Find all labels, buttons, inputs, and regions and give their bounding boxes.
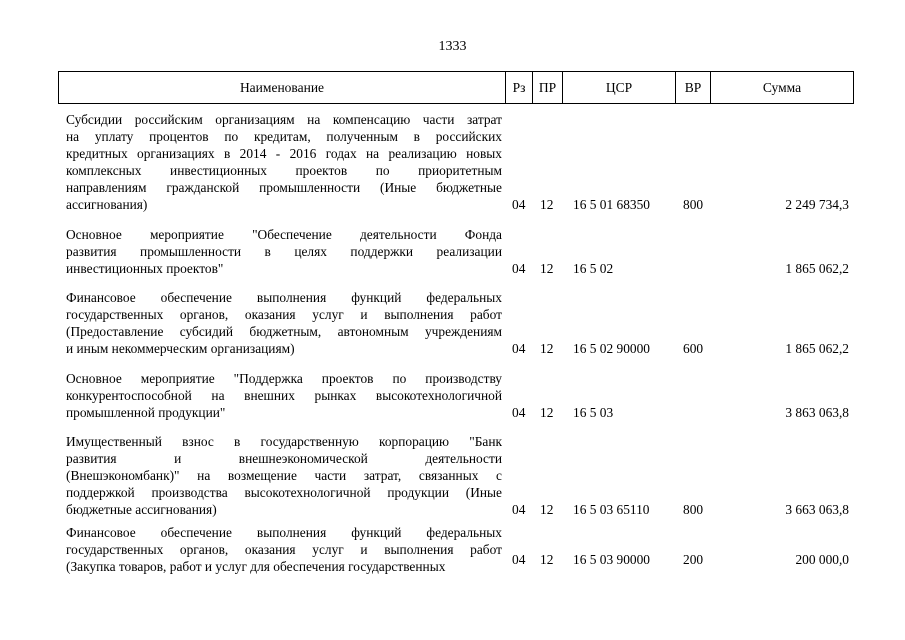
description-line: промышленной продукции" [66,405,226,420]
row-rz: 04 [512,197,526,212]
description-line: направлениям гражданской промышленности (Иные бюджетные [66,180,502,195]
header-csr: ЦСР [562,72,675,103]
row-description [66,524,502,575]
description-line: развития и внешнеэкономической деятельности [66,451,502,466]
row-rz: 04 [512,261,526,276]
row-csr: 16 5 02 90000 [573,341,650,356]
row-csr: 16 5 02 [573,261,614,276]
row-rz: 04 [512,502,526,517]
header-rz: Рз [505,72,532,103]
row-pr: 12 [540,405,554,420]
row-vr: 800 [683,197,704,212]
description-line: Имущественный взнос в государственную корпорацию "Банк [66,434,502,449]
row-description [66,433,502,518]
description-line: государственных органов, оказания услуг и выполнения работ [66,307,502,322]
row-description [66,289,502,357]
row-vr: 800 [683,502,704,517]
row-rz: 04 [512,405,526,420]
row-rz: 04 [512,552,526,567]
row-csr: 16 5 03 [573,405,614,420]
description-line: (Закупка товаров, работ и услуг для обеспечения государственных [66,559,446,574]
table-header [58,71,854,104]
row-sum: 3 663 063,8 [785,502,849,517]
description-line: комплексных инвестиционных проектов по приоритетным [66,163,502,178]
row-pr: 12 [540,341,554,356]
row-csr: 16 5 01 68350 [573,197,650,212]
row-pr: 12 [540,261,554,276]
row-pr: 12 [540,552,554,567]
header-name: Наименование [58,72,505,103]
description-line: Субсидии российским организациям на компенсацию части затрат [66,112,502,127]
description-line: (Предоставление субсидий бюджетным, автономным учреждениям [66,324,502,339]
row-sum: 1 865 062,2 [785,341,849,356]
description-line: Основное мероприятие "Поддержка проектов по производству [66,371,502,386]
row-description [66,370,502,421]
row-sum: 200 000,0 [795,552,849,567]
description-line: на уплату процентов по кредитам, полученным в российских [66,129,502,144]
row-csr: 16 5 03 65110 [573,502,650,517]
row-csr: 16 5 03 90000 [573,552,650,567]
page-number: 1333 [438,39,467,54]
row-description [66,226,502,277]
description-line: Финансовое обеспечение выполнения функций федеральных [66,525,502,540]
header-sum: Сумма [710,72,854,103]
header-pr: ПР [532,72,562,103]
description-line: поддержкой производства высокотехнологичной продукции (Иные [66,485,502,500]
description-line: инвестиционных проектов" [66,261,224,276]
header-vr: ВР [675,72,710,103]
row-sum: 1 865 062,2 [785,261,849,276]
description-line: развития промышленности в целях поддержки реализации [66,244,502,259]
description-line: (Внешэкономбанк)" на возмещение части затрат, связанных с [66,468,502,483]
row-sum: 2 249 734,3 [785,197,849,212]
row-pr: 12 [540,197,554,212]
description-line: и иным некоммерческим организациям) [66,341,295,356]
row-vr: 600 [683,341,704,356]
row-pr: 12 [540,502,554,517]
description-line: бюджетные ассигнования) [66,502,217,517]
description-line: Финансовое обеспечение выполнения функций федеральных [66,290,502,305]
description-line: конкурентоспособной на внешних рынках высокотехнологичной [66,388,502,403]
row-vr: 200 [683,552,704,567]
description-line: государственных органов, оказания услуг и выполнения работ [66,542,502,557]
row-rz: 04 [512,341,526,356]
row-sum: 3 863 063,8 [785,405,849,420]
row-description [66,111,502,213]
description-line: кредитных организациях в 2014 - 2016 годах на реализацию новых [66,146,502,161]
description-line: ассигнования) [66,197,148,212]
description-line: Основное мероприятие "Обеспечение деятельности Фонда [66,227,502,242]
